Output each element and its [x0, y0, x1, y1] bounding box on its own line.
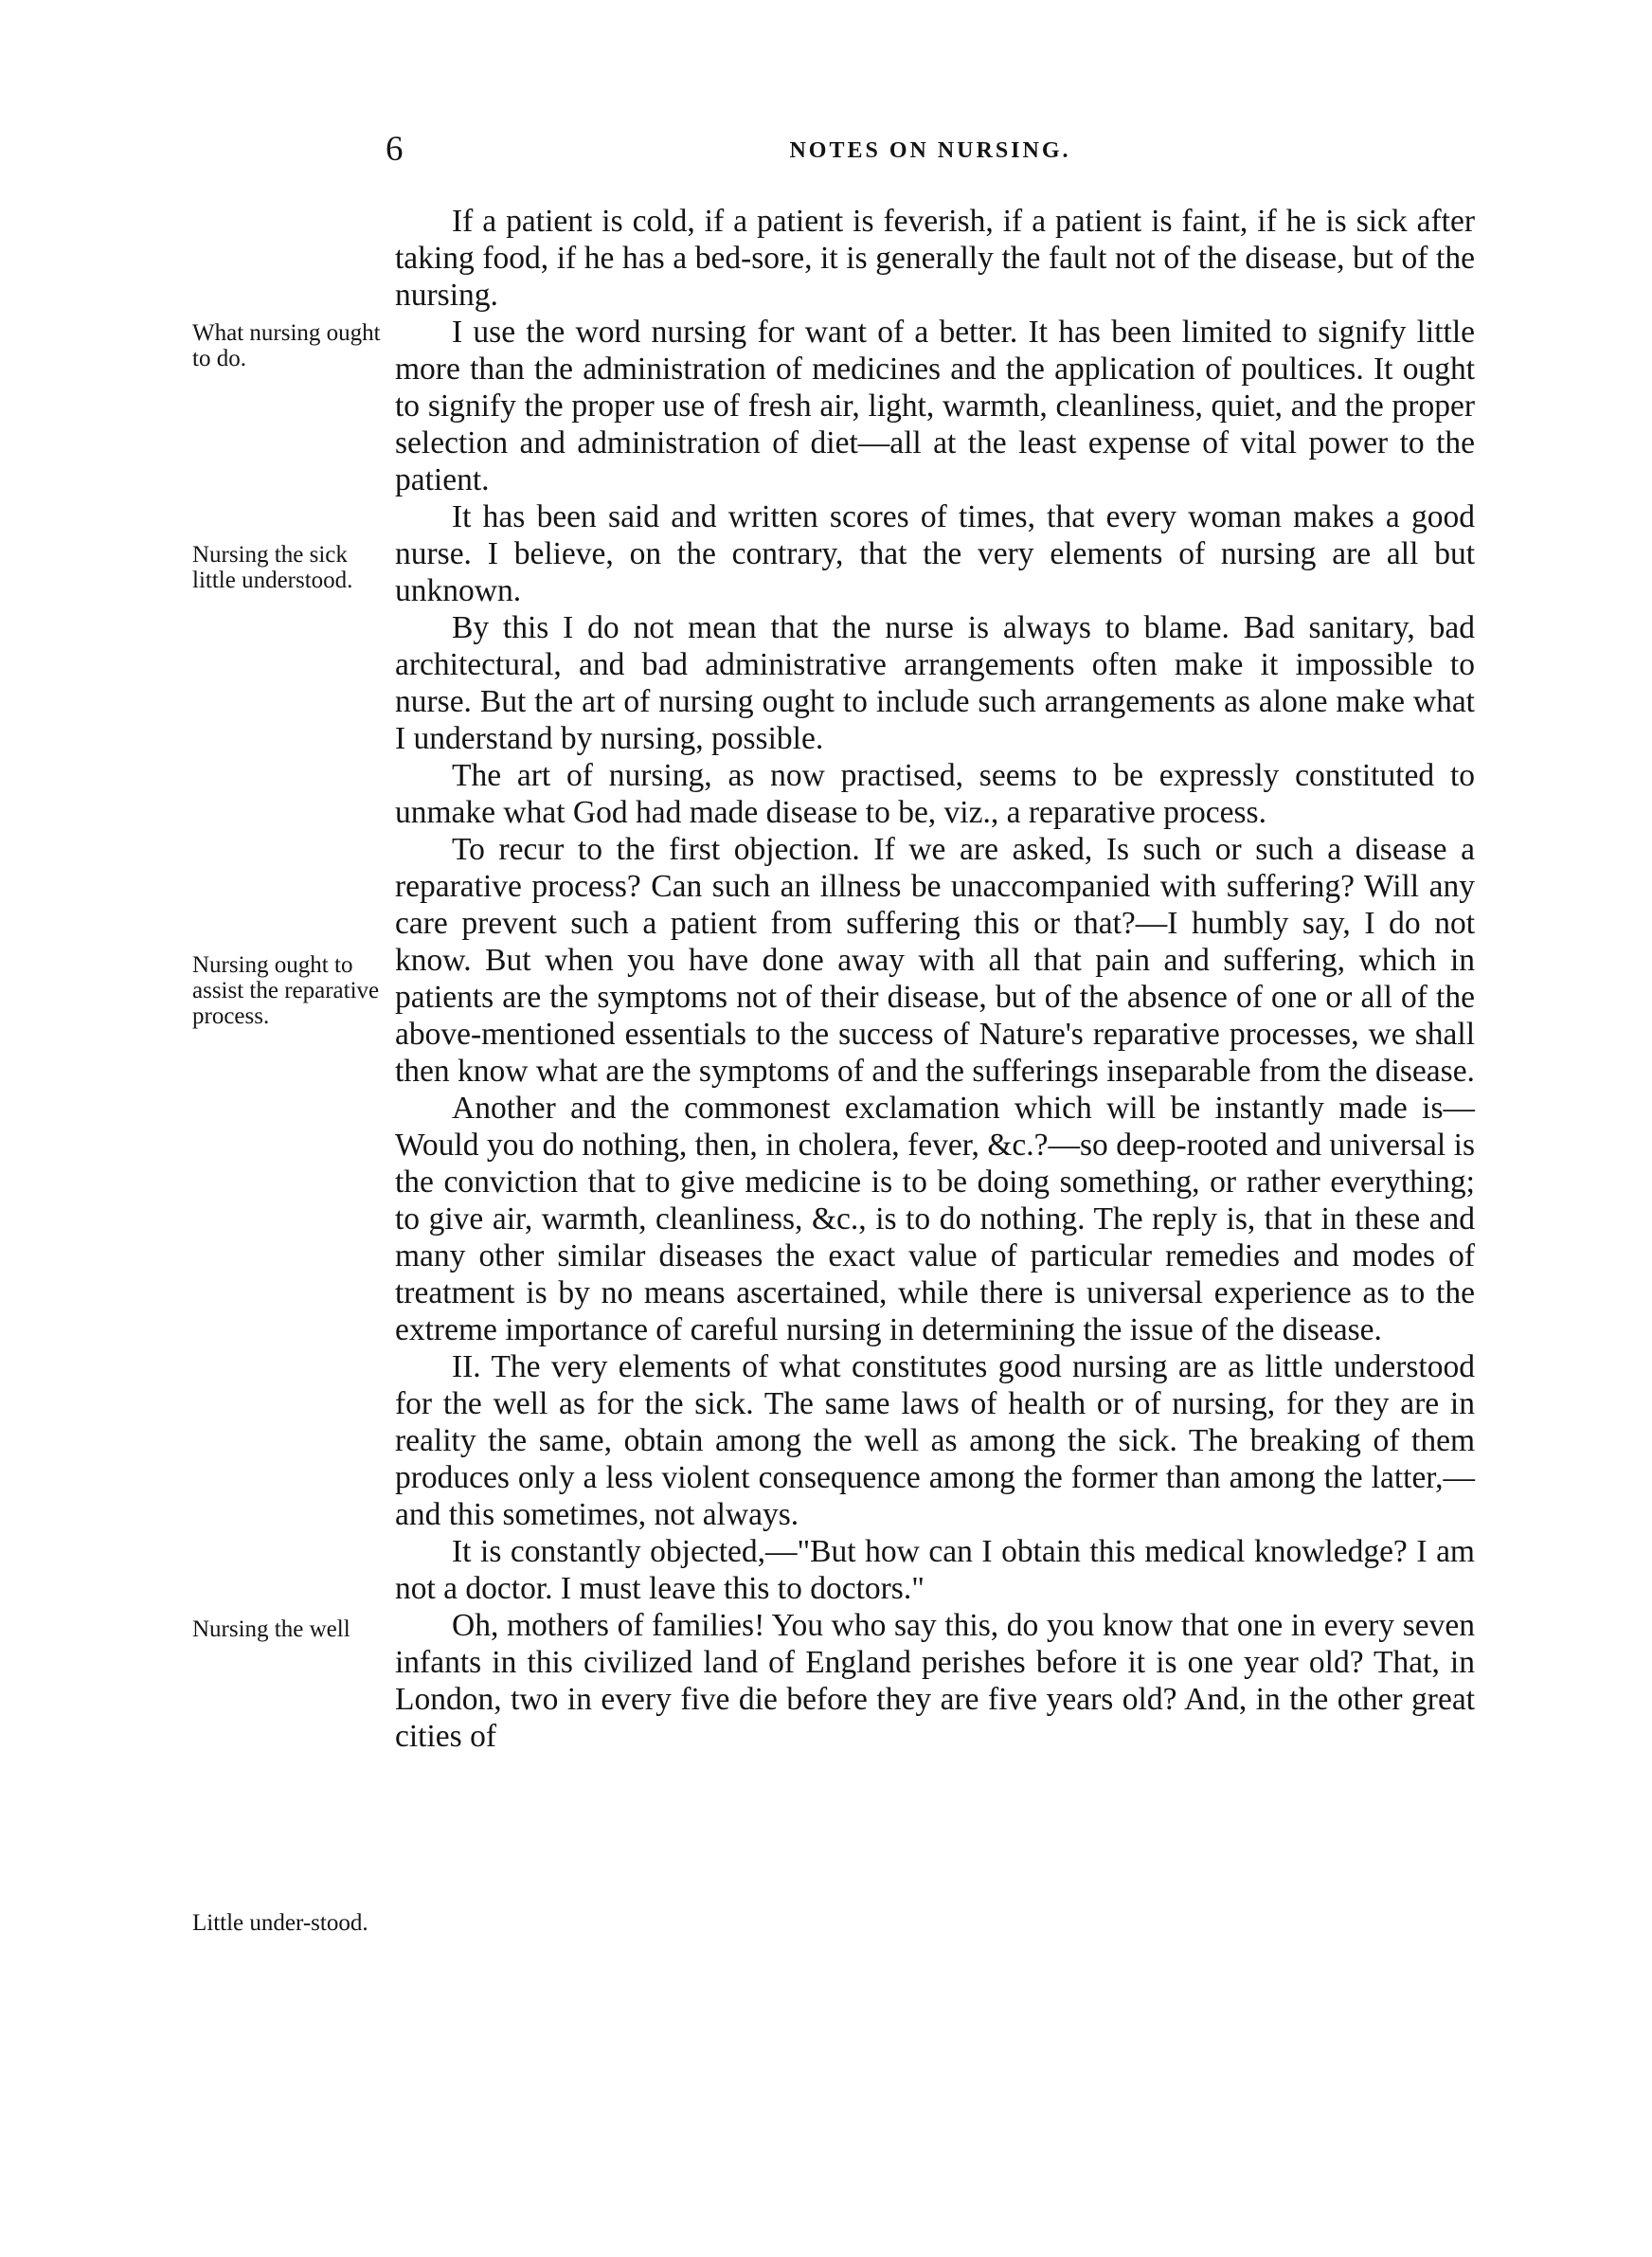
- side-note-reparative-process: Nursing ought to assist the reparative process.: [192, 952, 380, 1029]
- paragraph: I use the word nursing for want of a better. It has been limited to signify little more than the administration of medicines and the application of poultices. It ought to signify the proper use of fresh air, light, warmth, cleanliness, quiet, and the proper selection and administration of diet—all at the least expense of vital power to the patient.: [395, 315, 1475, 497]
- paragraph: II. The very elements of what constitutes good nursing are as little understood for the well as for the sick. The same laws of health or of nursing, for they are in reality the same, obtain among the well as among the sick. The breaking of them produces only a less violent consequence among the former than among the latter,—and this sometimes, not always.: [395, 1349, 1475, 1532]
- side-note-nursing-sick: Nursing the sick little understood.: [192, 542, 353, 593]
- paragraph: Oh, mothers of families! You who say this, do you know that one in every seven infants in this civilized land of England perishes before it is one year old? That, in London, two in every five die before they are five years old? And, in the other great cities of: [395, 1608, 1475, 1754]
- running-head: [386, 131, 1475, 169]
- side-note-what-nursing: What nursing ought to do.: [192, 320, 381, 371]
- side-note-nursing-well: Nursing the well: [192, 1616, 350, 1642]
- paragraph: If a patient is cold, if a patient is feverish, if a patient is faint, if he is sick after taking food, if he has a bed-sore, it is generally the fault not of the disease, but of the nursing.: [395, 204, 1475, 313]
- paragraph: It has been said and written scores of times, that every woman makes a good nurse. I believe, on the contrary, that the very elements of nursing are all but unknown.: [395, 499, 1475, 608]
- paragraph: To recur to the first objection. If we are asked, Is such or such a disease a reparative process? Can such an illness be unaccompanied with suffering? Will any care prevent such a patient from suffering this or that?—I humbly say, I do not know. But when you have done away with all that pain and suffering, which in patients are the symptoms not of their disease, but of the absence of one or all of the above-mentioned essentials to the success of Nature's reparative processes, we shall then know what are the symptoms of and the sufferings inseparable from the disease.: [395, 832, 1475, 1089]
- running-title: NOTES ON NURSING.: [789, 138, 1071, 163]
- side-note-little-understood: Little under-stood.: [192, 1910, 368, 1936]
- paragraph: Another and the commonest exclamation which will be instantly made is—Would you do nothing, then, in cholera, fever, &c.?—so deep-rooted and universal is the conviction that to give medicine is to be doing something, or rather everything; to give air, warmth, cleanliness, &c., is to do nothing. The reply is, that in these and many other similar diseases the exact value of particular remedies and modes of treatment is by no means ascertained, while there is universal experience as to the extreme importance of careful nursing in determining the issue of the disease.: [395, 1091, 1475, 1347]
- page-number: 6: [386, 130, 404, 169]
- body-text: [395, 203, 1475, 1755]
- paragraph: By this I do not mean that the nurse is always to blame. Bad sanitary, bad architectural, and bad administrative arrangements often make it impossible to nurse. But the art of nursing ought to include such arrangements as alone make what I understand by nursing, possible.: [395, 610, 1475, 756]
- paragraph: The art of nursing, as now practised, seems to be expressly constituted to unmake what God had made disease to be, viz., a reparative process.: [395, 758, 1475, 830]
- paragraph: It is constantly objected,—"But how can I obtain this medical knowledge? I am not a doctor. I must leave this to doctors.": [395, 1534, 1475, 1606]
